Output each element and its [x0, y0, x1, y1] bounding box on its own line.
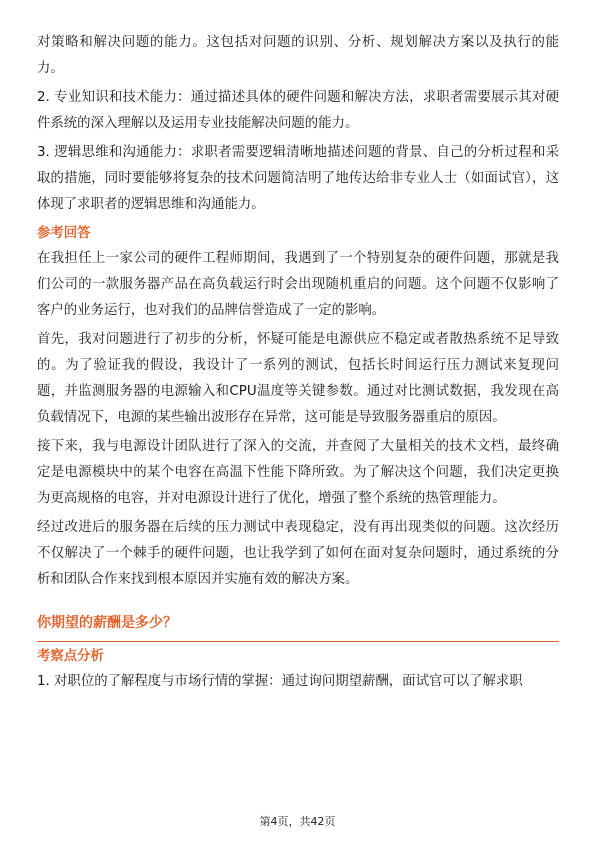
- section-divider: [37, 641, 559, 642]
- page-footer: [0, 813, 595, 829]
- intro-paragraph: 对策略和解决问题的能力。这包括对问题的识别、分析、规划解决方案以及执行的能力。: [37, 35, 559, 76]
- analysis-point-1: 1. 对职位的了解程度与市场行情的掌握：通过询问期望薪酬，面试官可以了解求职: [37, 674, 523, 689]
- answer-paragraph-4: 经过改进后的服务器在后续的压力测试中表现稳定，没有再出现类似的问题。这次经历不仅解决了一个棘手的硬件问题，也让我学到了如何在面对复杂问题时，通过系统的分析和团队合作来找到根本原因并实施有效的解决方案。: [37, 520, 559, 587]
- point-3-paragraph: 3. 逻辑思维和沟通能力：求职者需要逻辑清晰地描述问题的背景、自己的分析过程和采取的措施，同时要能够将复杂的技术问题简洁明了地传达给非专业人士（如面试官），这体现了求职者的逻辑思维和沟通能力。: [37, 145, 559, 212]
- answer-paragraph-1: 在我担任上一家公司的硬件工程师期间，我遇到了一个特别复杂的硬件问题，那就是我们公司的一款服务器产品在高负载运行时会出现随机重启的问题。这个问题不仅影响了客户的业务运行，也对我们的品牌信誉造成了一定的影响。: [37, 251, 559, 318]
- answer-paragraph-2: 首先，我对问题进行了初步的分析，怀疑可能是电源供应不稳定或者散热系统不足导致的。为了验证我的假设，我设计了一系列的测试，包括长时间运行压力测试来复现问题，并监测服务器的电源输入和CPU温度等关键参数。通过对比测试数据，我发现在高负载情况下，电源的某些输出波形存在异常，这可能是导致服务器重启的原因。: [37, 332, 559, 425]
- analysis-heading: 考察点分析: [37, 649, 104, 664]
- document-page: [37, 30, 559, 698]
- point-2-paragraph: 2. 专业知识和技术能力：通过描述具体的硬件问题和解决方法，求职者需要展示其对硬件系统的深入理解以及运用专业技能解决问题的能力。: [37, 90, 559, 131]
- page-indicator: 第4页，共42页: [259, 815, 336, 828]
- question-heading: 你期望的薪酬是多少？: [37, 615, 177, 631]
- reference-answer-heading: 参考回答: [37, 226, 91, 241]
- answer-paragraph-3: 接下来，我与电源设计团队进行了深入的交流，并查阅了大量相关的技术文档，最终确定是电源模块中的某个电容在高温下性能下降所致。为了解决这个问题，我们决定更换为更高规格的电容，并对电源设计进行了优化，增强了整个系统的热管理能力。: [37, 439, 559, 506]
